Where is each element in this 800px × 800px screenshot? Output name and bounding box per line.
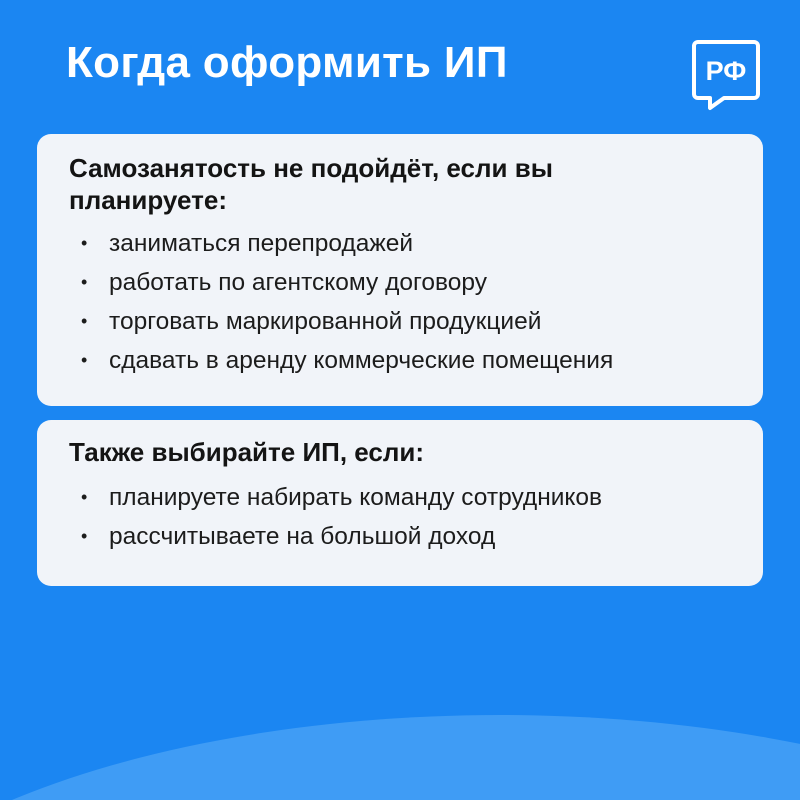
bullet-dot-icon: • — [81, 350, 88, 370]
bullet-dot-icon: • — [81, 311, 88, 331]
list-item — [81, 517, 602, 556]
bullet-dot-icon: • — [81, 526, 88, 546]
bullet-dot-icon: • — [81, 487, 88, 507]
list-item — [81, 302, 613, 341]
list-item — [81, 224, 613, 263]
list-item-text: рассчитываете на большой доход — [109, 522, 496, 550]
list-item-text: сдавать в аренду коммерческие помещения — [109, 346, 614, 374]
card-heading: Также выбирайте ИП, если: — [69, 437, 425, 467]
list-item — [81, 263, 613, 302]
list-item — [81, 341, 613, 380]
list-item-text: торговать маркированной продукцией — [109, 307, 542, 335]
bullet-list — [81, 224, 613, 380]
card-heading: Самозанятость не подойдёт, если вы планируете: — [69, 153, 553, 215]
list-item-text: работать по агентскому договору — [109, 268, 487, 296]
list-item-text: планируете набирать команду сотрудников — [109, 483, 603, 511]
speech-bubble-rf-icon — [688, 36, 764, 112]
background-curve — [0, 715, 800, 800]
logo-text: РФ — [705, 56, 747, 86]
bullet-list — [81, 478, 602, 556]
restrictions-card — [37, 134, 763, 406]
also-choose-card — [37, 420, 763, 586]
list-item — [81, 478, 602, 517]
page-title: Когда оформить ИП — [66, 38, 508, 87]
list-item-text: заниматься перепродажей — [109, 229, 414, 257]
bullet-dot-icon: • — [81, 233, 88, 253]
bullet-dot-icon: • — [81, 272, 88, 292]
